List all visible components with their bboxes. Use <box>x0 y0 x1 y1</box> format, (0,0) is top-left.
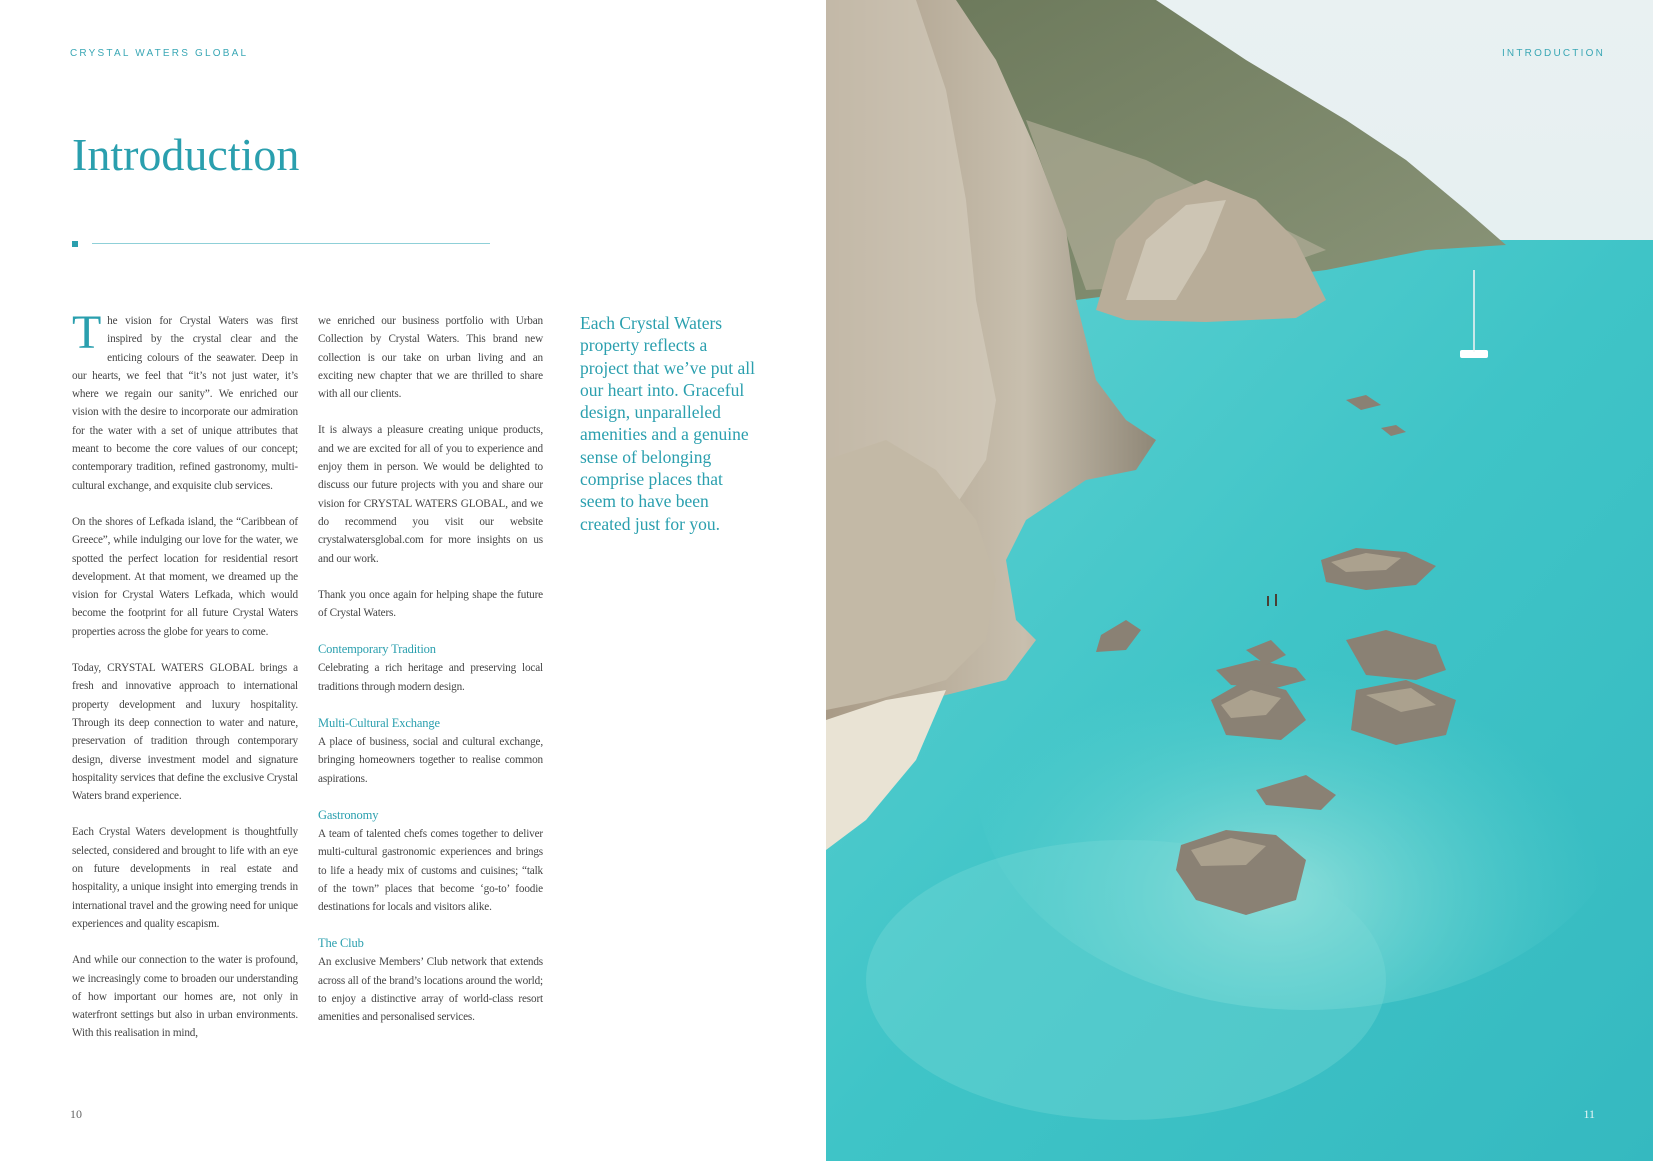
coastline-photo <box>826 0 1653 1161</box>
running-head-right: INTRODUCTION <box>1501 48 1605 59</box>
title-rule <box>92 243 490 244</box>
paragraph-1-text: he vision for Crystal Waters was first inspired by the crystal clear and the enticing colours of the seawater. Deep in our hearts, we feel that “it’s not just water, it’s where we regain our sanity”. We enriched our vision with the desire to incorporate our admiration for the water with a set of unique attributes that meant to become the core values of our concept; contemporary tradition, refined gastronomy, multi-cultural exchange, and exquisite club services. <box>72 315 298 492</box>
paragraph-3: Today, CRYSTAL WATERS GLOBAL brings a fresh and innovative approach to international property development and luxury hospitality. Through its deep connection to water and nature, preservation of tradition through contemporary design, diverse investment model and signature hospitality services that define the exclusive Crystal Waters brand experience. <box>72 662 298 803</box>
page-title: Introduction <box>72 129 300 180</box>
paragraph-1 <box>72 306 298 495</box>
value-text-club: An exclusive Members’ Club network that extends across all of the brand’s locations around the world; to enjoy a distinctive array of world-class resort amenities and personalised services. <box>318 956 543 1024</box>
pull-quote: Each Crystal Waters property reflects a project that we’ve put all our heart into. Graceful design, unparalleled amenities and a genuine sense of belonging comprise places that seem to have been created just for you. <box>580 313 755 534</box>
value-heading-exchange: Multi-Cultural Exchange <box>318 716 440 731</box>
value-text-tradition: Celebrating a rich heritage and preserving local traditions through modern design. <box>318 662 543 693</box>
running-head-left: CRYSTAL WATERS GLOBAL <box>70 48 249 59</box>
paragraph-5: And while our connection to the water is profound, we increasingly come to broaden our understanding of how important our homes are, not only in waterfront settings but also in urban environments. With this realisation in mind, <box>72 954 298 1040</box>
paragraph-7: It is always a pleasure creating unique products, and we are excited for all of you to experience and enjoy them in person. We would be delighted to discuss our future projects with you and share our vision for CRYSTAL WATERS GLOBAL, and we do recommend you visit our website crystalwatersglobal.com for more insights on us and our work. <box>318 424 543 565</box>
value-heading-tradition: Contemporary Tradition <box>318 642 436 657</box>
right-page <box>826 0 1653 1161</box>
left-page <box>0 0 826 1161</box>
value-text-gastronomy: A team of talented chefs comes together to deliver multi-cultural gastronomic experiences and brings to life a heady mix of customs and cuisines; “talk of the town” places that become ‘go-to’ foodie destinations for locals and visitors alike. <box>318 827 543 914</box>
value-heading-club: The Club <box>318 936 364 951</box>
paragraph-2: On the shores of Lefkada island, the “Caribbean of Greece”, while indulging our love for the water, we spotted the perfect location for residential resort development. At that moment, we dreamed up the vision for Crystal Waters Lefkada, which would become the footprint for all future Crystal Waters properties across the globe for years to come. <box>72 515 298 638</box>
paragraph-6: we enriched our business portfolio with Urban Collection by Crystal Waters. This brand new collection is our take on urban living and an exciting new chapter that we are thrilled to share with all our clients. <box>318 315 543 401</box>
paragraph-4: Each Crystal Waters development is thoughtfully selected, considered and brought to life with an eye on future developments in real estate and hospitality, a unique insight into emerging trends in international travel and the growing need for unique experiences and quality escapism. <box>72 826 298 930</box>
page-number-left: 10 <box>70 1107 82 1121</box>
value-text-exchange: A place of business, social and cultural exchange, bringing homeowners together to realise common aspirations. <box>318 736 543 785</box>
paragraph-8: Thank you once again for helping shape the future of Crystal Waters. <box>318 588 543 620</box>
page-number-right: 11 <box>1583 1107 1595 1121</box>
rule-dot <box>72 241 78 247</box>
body-column-1 <box>72 306 298 1061</box>
drop-cap: T <box>72 306 102 359</box>
value-heading-gastronomy: Gastronomy <box>318 807 379 822</box>
body-column-2 <box>318 312 543 1045</box>
